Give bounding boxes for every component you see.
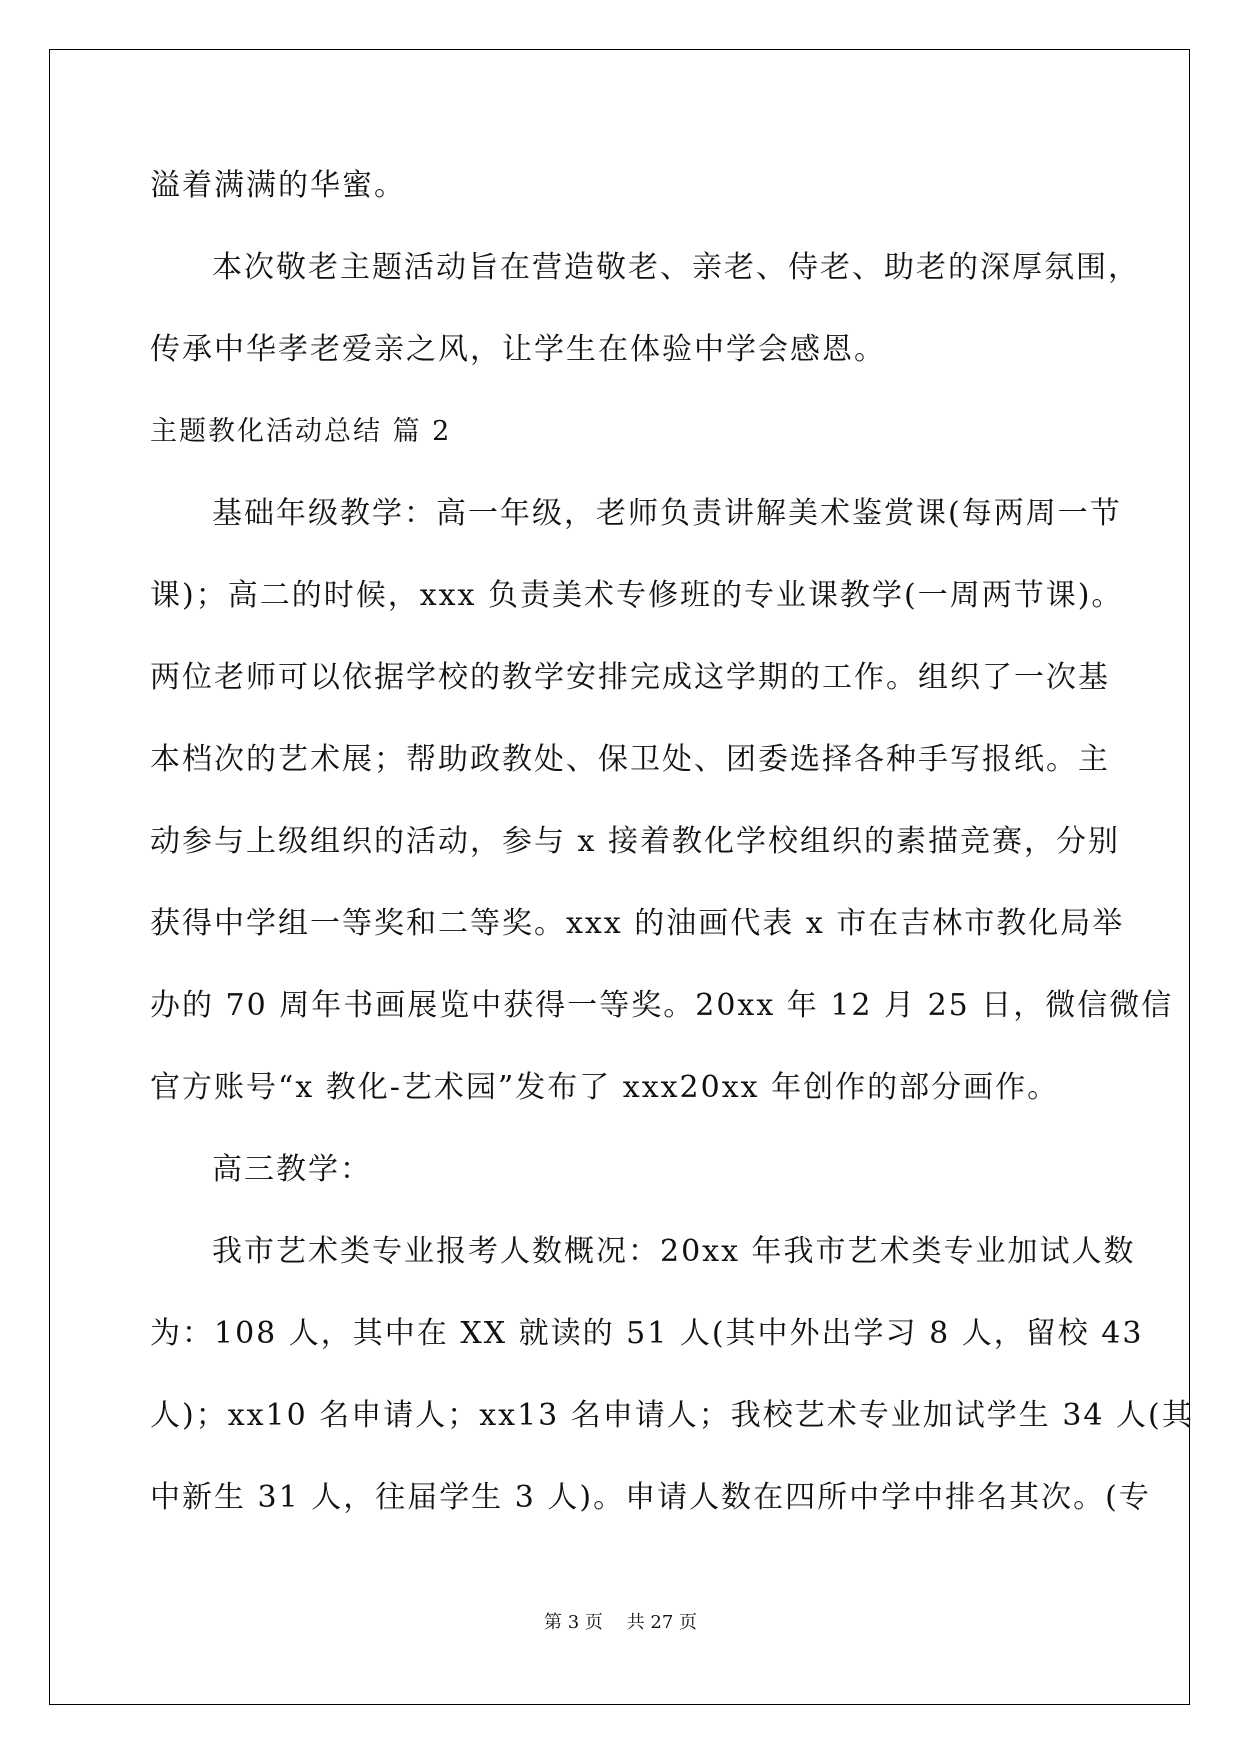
text-line: 课)；高二的时候，xxx 负责美术专修班的专业课教学(一周两节课)。 bbox=[150, 578, 1124, 613]
page-total: 共 27 页 bbox=[626, 1612, 697, 1633]
section-heading: 主题教化活动总结 篇 2 bbox=[150, 416, 452, 447]
text-line: 本档次的艺术展；帮助政教处、保卫处、团委选择各种手写报纸。主 bbox=[150, 742, 1110, 777]
page-footer bbox=[0, 1608, 1241, 1634]
text-line: 本次敬老主题活动旨在营造敬老、亲老、侍老、助老的深厚氛围， bbox=[212, 250, 1140, 285]
text-line: 两位老师可以依据学校的教学安排完成这学期的工作。组织了一次基 bbox=[150, 660, 1110, 695]
text-line: 动参与上级组织的活动，参与 x 接着教化学校组织的素描竞赛，分别 bbox=[150, 824, 1120, 859]
text-line: 溢着满满的华蜜。 bbox=[150, 168, 406, 203]
text-line: 为：108 人，其中在 XX 就读的 51 人(其中外出学习 8 人，留校 43 bbox=[150, 1316, 1144, 1351]
document-body bbox=[150, 145, 1194, 1539]
text-line: 官方账号“x 教化-艺术园”发布了 xxx20xx 年创作的部分画作。 bbox=[150, 1070, 1060, 1105]
text-line: 高三教学： bbox=[212, 1152, 372, 1187]
text-line: 基础年级教学：高一年级，老师负责讲解美术鉴赏课(每两周一节 bbox=[212, 496, 1122, 531]
text-line: 中新生 31 人，往届学生 3 人)。申请人数在四所中学中排名其次。(专 bbox=[150, 1480, 1151, 1515]
text-line: 办的 70 周年书画展览中获得一等奖。20xx 年 12 月 25 日，微信微信 bbox=[150, 988, 1174, 1023]
text-line: 人)；xx10 名申请人；xx13 名申请人；我校艺术专业加试学生 34 人(其 bbox=[150, 1398, 1194, 1433]
text-line: 获得中学组一等奖和二等奖。xxx 的油画代表 x 市在吉林市教化局举 bbox=[150, 906, 1125, 941]
page-number: 第 3 页 bbox=[544, 1612, 603, 1633]
text-line: 传承中华孝老爱亲之风，让学生在体验中学会感恩。 bbox=[150, 332, 886, 367]
text-line: 我市艺术类专业报考人数概况：20xx 年我市艺术类专业加试人数 bbox=[212, 1234, 1136, 1269]
